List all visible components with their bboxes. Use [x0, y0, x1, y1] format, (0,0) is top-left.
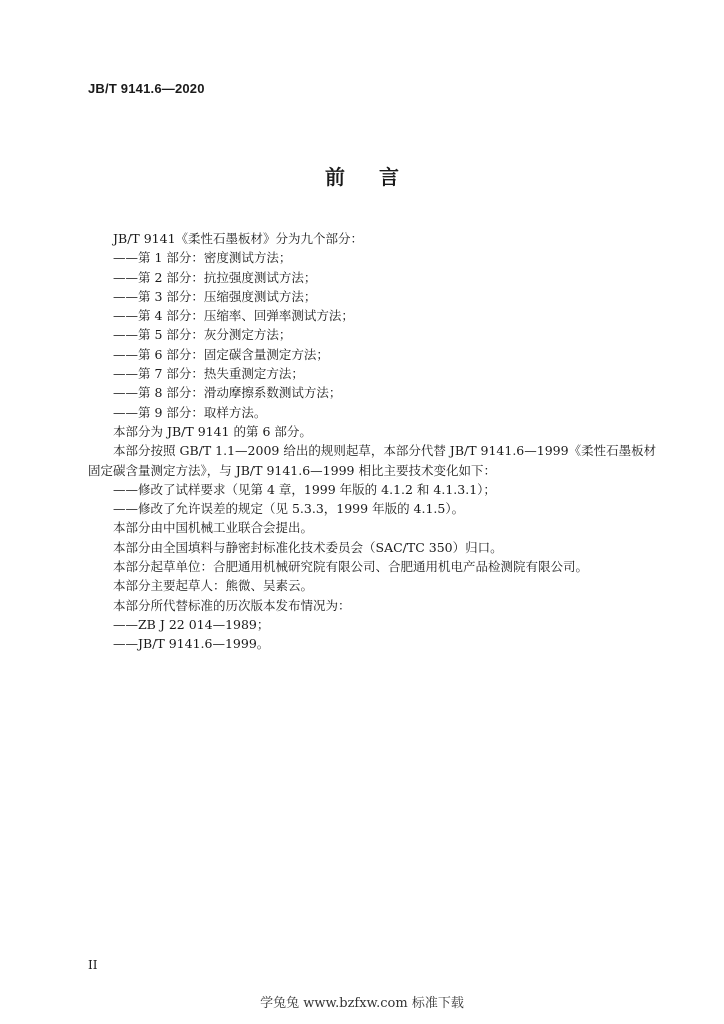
watermark-text: 学兔兔 www.bzfxw.com 标准下载	[260, 996, 464, 1011]
part-list-item: ——第 6 部分：固定碳含量测定方法；	[113, 346, 329, 362]
proposer-line: 本部分由中国机械工业联合会提出。	[113, 520, 314, 536]
part-list-item: ——第 4 部分：压缩率、回弹率测试方法；	[113, 308, 354, 324]
history-intro-line: 本部分所代替标准的历次版本发布情况为：	[113, 597, 351, 613]
page-number: II	[88, 958, 98, 972]
change-item: ——修改了试样要求（见第 4 章，1999 年版的 4.1.2 和 4.1.3.1）；	[113, 481, 496, 497]
history-item: ——JB/T 9141.6—1999。	[113, 636, 270, 652]
part-list-item: ——第 5 部分：灰分测定方法；	[113, 327, 292, 343]
part-list-item: ——第 3 部分：压缩强度测试方法；	[113, 288, 317, 304]
part-list-item: ——第 8 部分：滑动摩擦系数测试方法；	[113, 385, 342, 401]
history-item: ——ZB J 22 014—1989；	[113, 616, 270, 632]
part-list-item: ——第 2 部分：抗拉强度测试方法；	[113, 269, 317, 285]
committee-line: 本部分由全国填料与静密封标准化技术委员会（SAC/TC 350）归口。	[113, 539, 503, 555]
part-list-item: ——第 9 部分：取样方法。	[113, 404, 267, 420]
drafters-line: 本部分主要起草人：熊微、吴素云。	[113, 578, 314, 594]
replacement-paragraph: 本部分按照 GB/T 1.1—2009 给出的规则起草，本部分代替 JB/T 9141.6—1999《柔性石墨板材 固定碳含量测定方法》，与 JB/T 9141.6—1999 相比主要技术变化如下：	[88, 443, 669, 478]
part-list-item: ——第 7 部分：热失重测定方法；	[113, 366, 304, 382]
intro-line: JB/T 9141《柔性石墨板材》分为九个部分：	[113, 231, 364, 246]
change-item: ——修改了允许误差的规定（见 5.3.3，1999 年版的 4.1.5）。	[113, 501, 465, 517]
page-title: 前言	[325, 165, 433, 189]
standard-code: JB/T 9141.6—2020	[88, 81, 205, 96]
part-statement: 本部分为 JB/T 9141 的第 6 部分。	[113, 423, 312, 439]
part-list-item: ——第 1 部分：密度测试方法；	[113, 250, 292, 266]
foreword-body	[88, 229, 669, 654]
drafting-units-line: 本部分起草单位：合肥通用机械研究院有限公司、合肥通用机电产品检测院有限公司。	[113, 559, 589, 575]
